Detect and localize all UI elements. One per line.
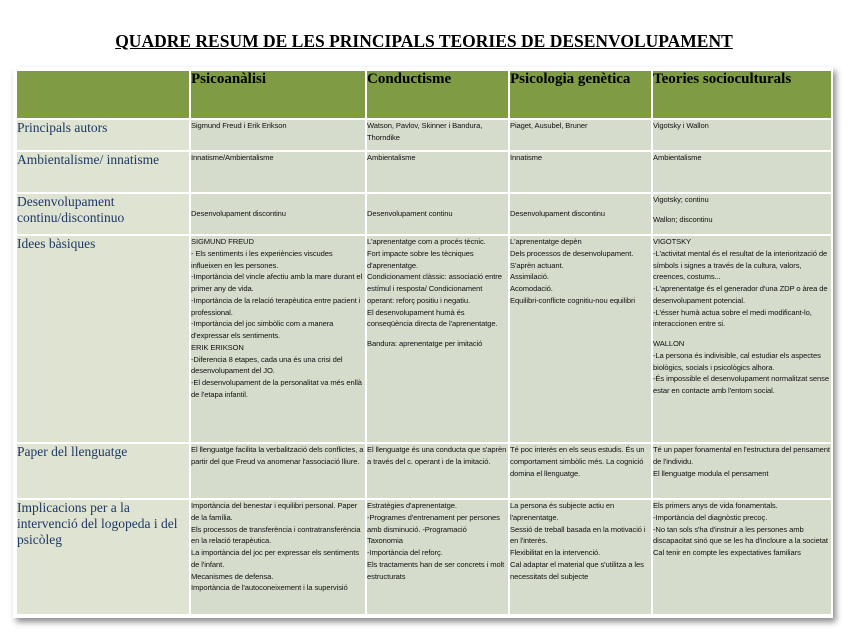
cell-gap	[653, 206, 831, 214]
row-label-desenvolupament: Desenvolupament continu/discontinuo	[16, 193, 190, 235]
cell-line: L'aprenentatge com a procés tècnic.	[367, 237, 486, 246]
cell-line: Wallon; discontinu	[653, 214, 713, 224]
column-header-psicologia-genetica: Psicologia genètica	[509, 70, 652, 119]
cell-llenguatge-socioculturals	[652, 443, 832, 499]
cell-autors-conductisme: Watson, Pavlov, Skinner i Bandura, Thorndike	[366, 119, 509, 151]
cell-line: Té un paper fonamental en l'estructura del pensament de l'individu.	[653, 445, 830, 466]
table-row-desenvolupament	[16, 193, 832, 235]
summary-table	[15, 69, 833, 616]
cell-line: -Importància del diagnòstic precoç.	[653, 512, 768, 522]
cell-line: Importància de l'autoconeixement i la supervisió	[191, 583, 348, 593]
cell-line: Estratègies d'aprenentatge.	[367, 501, 457, 510]
cell-idees-genetica	[509, 235, 652, 443]
cell-line: Sessió de treball basada en la motivació i en l'interès.	[510, 524, 646, 546]
cell-line: El llenguatge modula el pensament	[653, 468, 769, 478]
cell-llenguatge-genetica: Té poc interès en els seus estudis. És un comportament simbòlic més. La cognició domina el llenguatge.	[509, 443, 652, 499]
cell-line: La importància del joc per expressar els sentiments de l'infant.	[191, 548, 359, 569]
row-label-autors: Principals autors	[16, 119, 190, 151]
cell-line: -És impossible el desenvolupament normalitzat sense estar en contacte amb l'entorn social.	[653, 374, 829, 396]
cell-idees-conductisme	[366, 235, 509, 443]
cell-line: -Importància del joc simbòlic com a manera d'expressar els sentiments.	[191, 319, 334, 341]
cell-implicacions-conductisme	[366, 499, 509, 615]
cell-desenvolupament-socioculturals	[652, 193, 832, 235]
row-label-idees: Idees bàsiques	[16, 235, 190, 443]
cell-line: Flexibilitat en la intervenció.	[510, 548, 601, 558]
table-row-ambientalisme	[16, 151, 832, 193]
cell-idees-socioculturals	[652, 235, 832, 443]
row-label-ambientalisme: Ambientalisme/ innatisme	[16, 151, 190, 193]
cell-line: -No tan sols s'ha d'instruir a les persones amb discapacitat sinó que se les ha d'incloure a la societat	[653, 524, 828, 546]
cell-desenvolupament-conductisme: Desenvolupament continu	[366, 193, 509, 235]
cell-line: Equilibri-conflicte cognitiu-nou equilibri	[510, 295, 635, 305]
page-title: QUADRE RESUM DE LES PRINCIPALS TEORIES DE DESENVOLUPAMENT	[115, 31, 733, 51]
header-corner	[16, 70, 190, 119]
cell-line: - Els sentiments i les experiències viscudes influeixen en les persones.	[191, 248, 333, 270]
cell-line: ERIK ERIKSON	[191, 342, 244, 352]
cell-desenvolupament-psicoanalisi: Desenvolupament discontinu	[190, 193, 366, 235]
cell-line: WALLON	[653, 339, 685, 349]
cell-llenguatge-psicoanalisi: El llenguatge facilita la verbalització dels conflictes, a partir del que Freud va anomenar l'associació lliure.	[190, 443, 366, 499]
cell-line: Els processos de transferència i contratransferència en la relació terapèutica.	[191, 524, 361, 546]
cell-line: Importància del benestar i equilibri personal. Paper de la família.	[191, 501, 358, 522]
cell-line: Els primers anys de vida fonamentals.	[653, 501, 778, 510]
cell-line: -Importància de la relació terapèutica entre pacient i professional.	[191, 295, 361, 317]
row-label-llenguatge: Paper del llenguatge	[16, 443, 190, 499]
cell-line: -El desenvolupament de la personalitat va més enllà de l'etapa infantil.	[191, 378, 362, 399]
cell-line: Bandura: aprenentatge per imitació	[367, 339, 483, 349]
cell-desenvolupament-genetica: Desenvolupament discontinu	[509, 193, 652, 235]
cell-ambientalisme-psicoanalisi: Innatisme/Ambientalisme	[190, 151, 366, 193]
cell-line: SIGMUND FREUD	[191, 237, 254, 246]
cell-line: Cal tenir en compte les expectatives familiars	[653, 548, 801, 558]
cell-implicacions-psicoanalisi	[190, 499, 366, 615]
cell-line: Assimilació.	[510, 272, 549, 282]
column-header-conductisme: Conductisme	[366, 70, 509, 119]
cell-line: -L'activitat mental és el resultat de la interiorització de símbols i signes a través de la cultura, valors, creences, costums...	[653, 248, 828, 282]
table-row-llenguatge	[16, 443, 832, 499]
cell-line: -Importància del reforç.	[367, 548, 443, 558]
cell-line: Dels processos de desenvolupament.	[510, 248, 634, 258]
cell-line: -L'aprenentatge és el generador d'una ZDP o àrea de desenvolupament potencial.	[653, 284, 828, 305]
cell-gap	[367, 330, 508, 338]
table-row-implicacions	[16, 499, 832, 615]
cell-line: S'aprèn actuant.	[510, 260, 564, 270]
cell-line: -Importància del vincle afectiu amb la mare durant el primer any de vida.	[191, 272, 363, 294]
column-header-psicoanalisi: Psicoanàlisi	[190, 70, 366, 119]
cell-line: Els tractaments han de ser concrets i molt estructurats	[367, 559, 505, 581]
row-label-implicacions: Implicacions per a la intervenció del logopeda i del psicòleg	[16, 499, 190, 615]
cell-line: L'aprenentatge depèn	[510, 237, 582, 246]
cell-line: VIGOTSKY	[653, 237, 692, 246]
cell-ambientalisme-socioculturals: Ambientalisme	[652, 151, 832, 193]
cell-line: Acomodació.	[510, 284, 553, 294]
cell-implicacions-genetica	[509, 499, 652, 615]
cell-line: Condicionament clàssic: associació entre estímul i resposta/ Condicionament operant: reforç positiu i negatiu.	[367, 272, 502, 305]
cell-autors-socioculturals: Vigotsky i Wallon	[652, 119, 832, 151]
column-header-teories-socioculturals: Teories socioculturals	[652, 70, 832, 119]
cell-idees-psicoanalisi	[190, 235, 366, 443]
cell-line: -L'ésser humà actua sobre el medi modificant-lo, interaccionen entre si.	[653, 307, 812, 329]
cell-autors-psicoanalisi: Sigmund Freud i Erik Erikson	[190, 119, 366, 151]
cell-line: Cal adaptar el material que s'utilitza a les necessitats del subjecte	[510, 559, 644, 581]
cell-line: -Programes d'entrenament per persones amb disminució. -Programació	[367, 512, 500, 534]
cell-line: La persona és subjecte actiu en l'aprenentatge.	[510, 501, 615, 522]
cell-line: Vigotsky; continu	[653, 195, 709, 204]
cell-ambientalisme-conductisme: Ambientalisme	[366, 151, 509, 193]
cell-line: Mecanismes de defensa.	[191, 571, 274, 581]
cell-gap	[653, 330, 831, 338]
cell-line: -Diferencia 8 etapes, cada una és una crisi del desenvolupament del JO.	[191, 354, 343, 376]
table-row-idees	[16, 235, 832, 443]
cell-line: -La persona és indivisible, cal estudiar els aspectes biològics, socials i psicològics alhora.	[653, 350, 821, 372]
cell-line: Taxonomia	[367, 536, 403, 546]
cell-line: Fort impacte sobre les tècniques d'aprenentatge.	[367, 248, 474, 270]
cell-ambientalisme-genetica: Innatisme	[509, 151, 652, 193]
header-row	[16, 70, 832, 119]
cell-implicacions-socioculturals	[652, 499, 832, 615]
summary-table-frame	[13, 67, 833, 618]
cell-line: El desenvolupament humà és conseqüència directa de l'aprenentatge.	[367, 307, 498, 329]
cell-autors-genetica: Piaget, Ausubel, Bruner	[509, 119, 652, 151]
cell-llenguatge-conductisme: El llenguatge és una conducta que s'aprèn a través del c. operant i de la imitació.	[366, 443, 509, 499]
table-row-autors	[16, 119, 832, 151]
